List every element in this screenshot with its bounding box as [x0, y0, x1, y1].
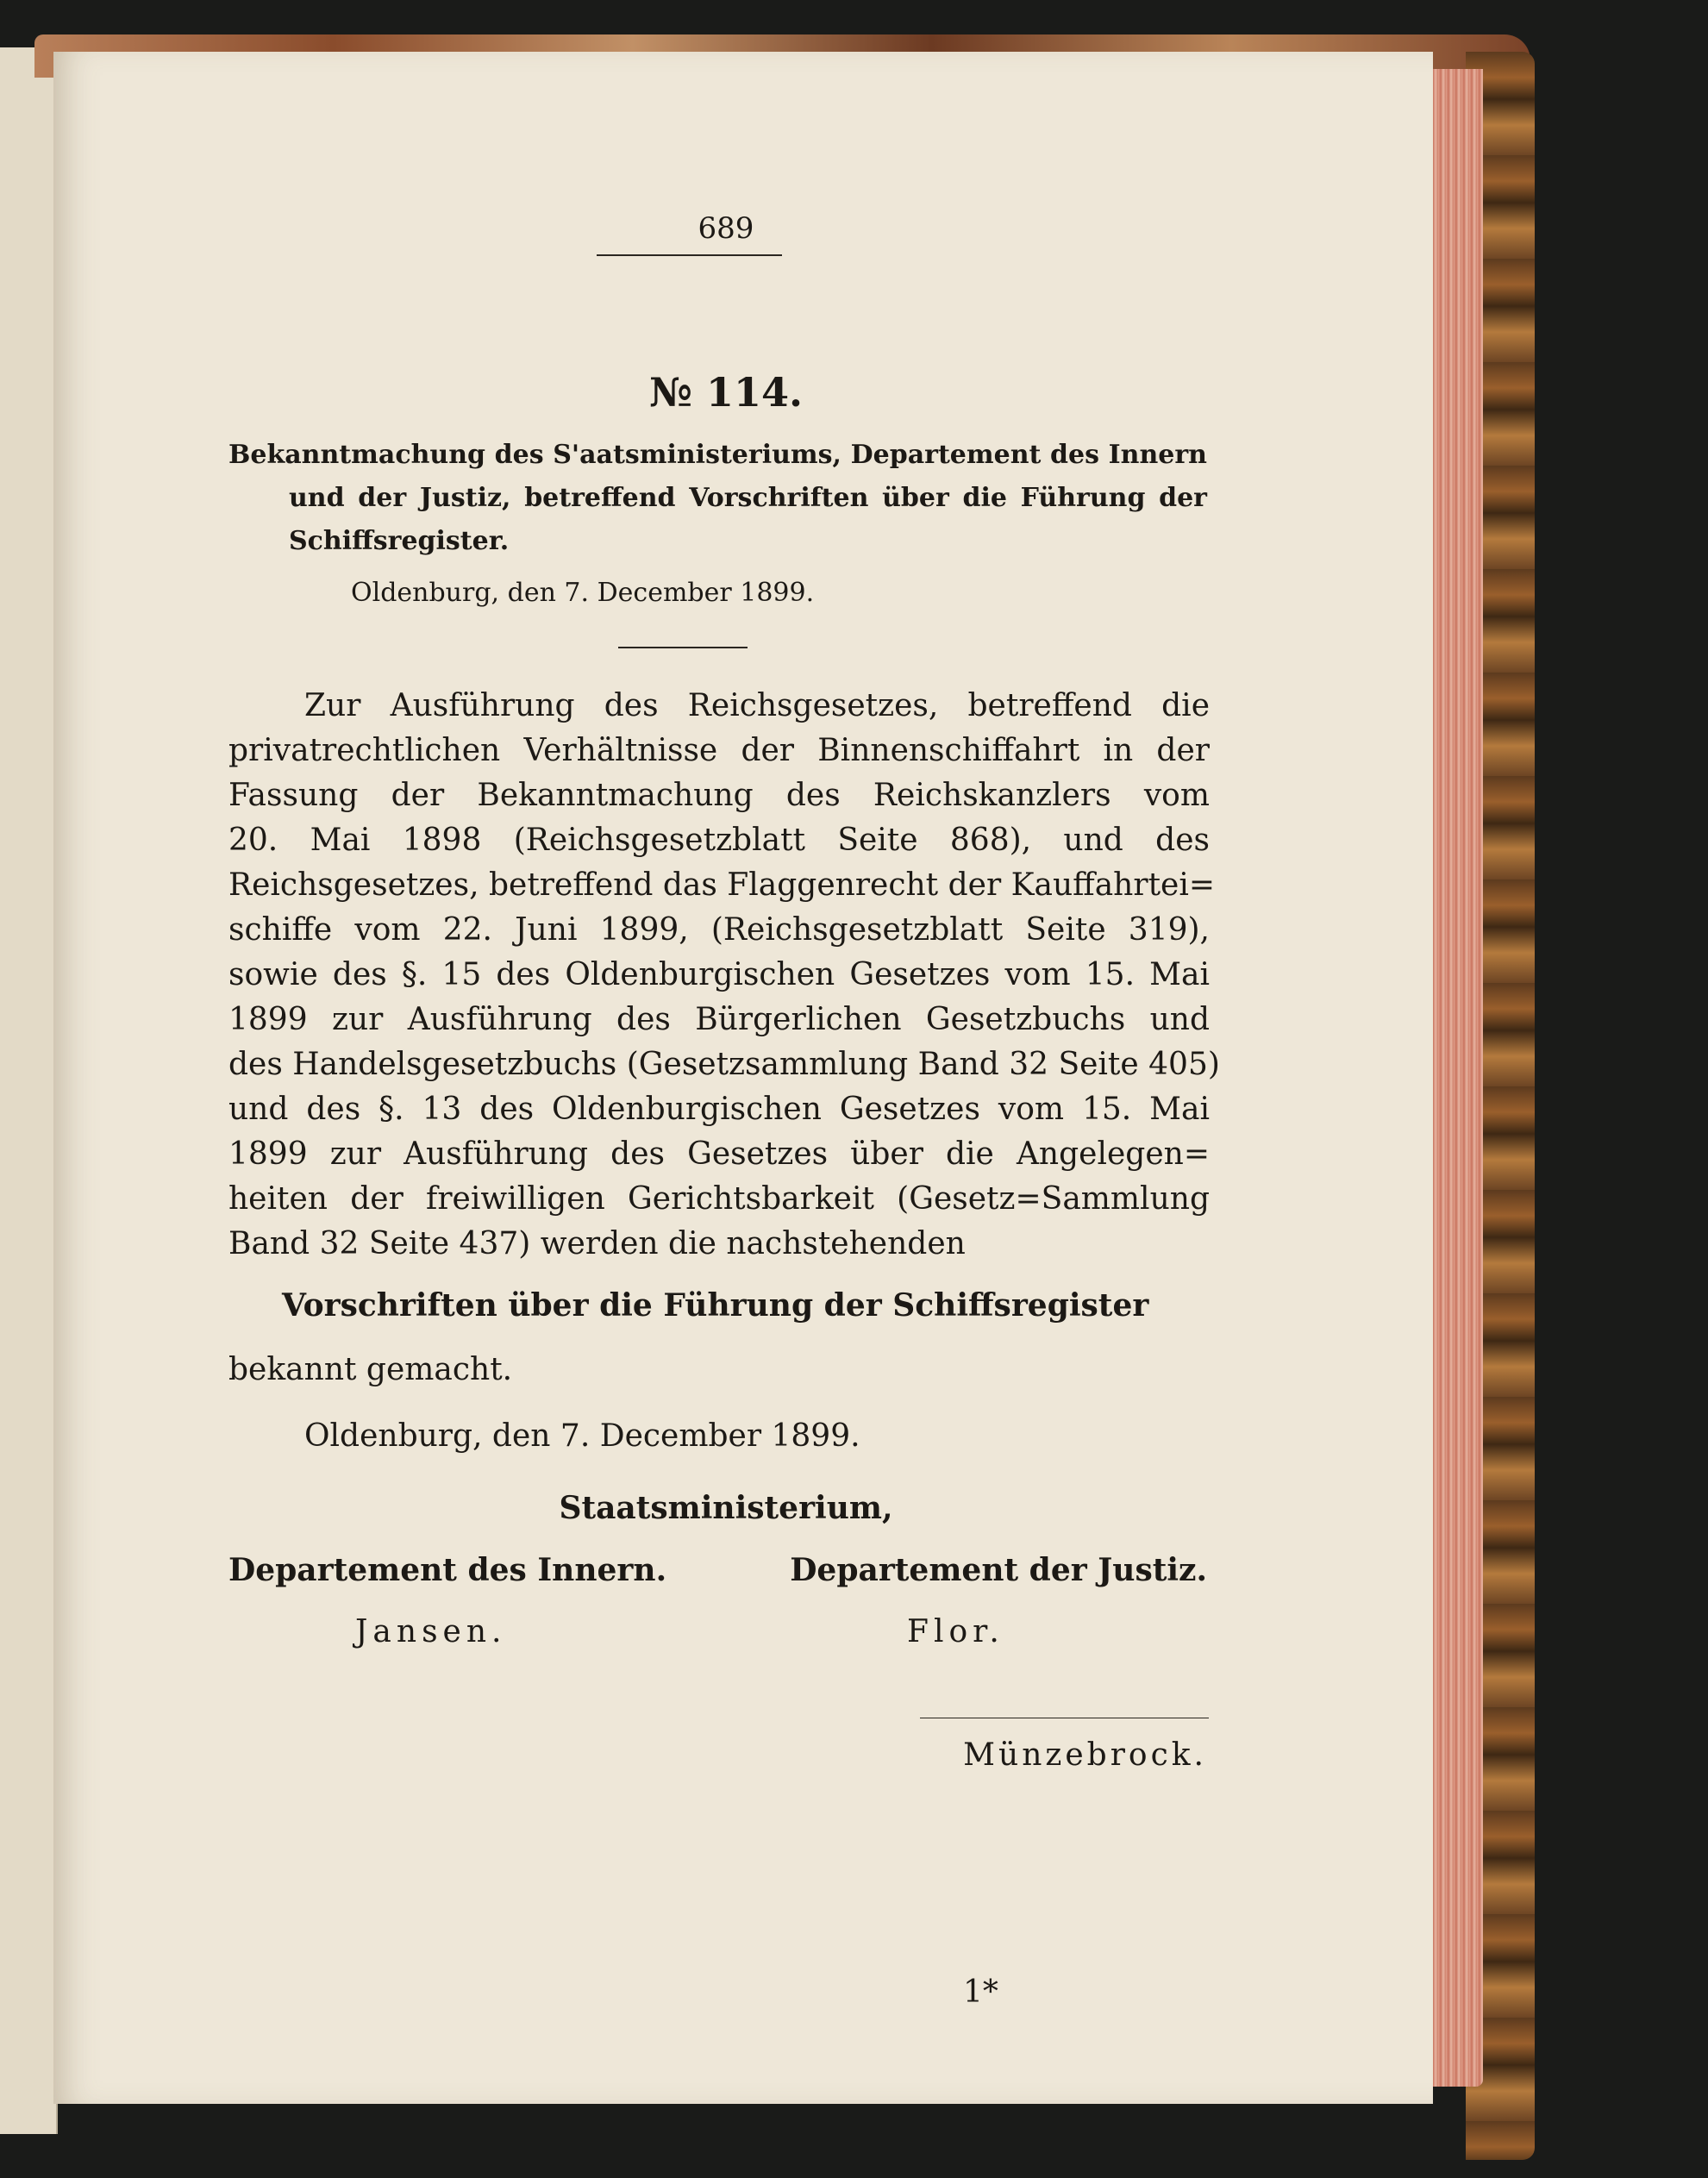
body-line-4: 20. Mai 1898 (Reichsgesetzblatt Seite 868), und des: [228, 823, 1210, 858]
body-line-6: schiffe vom 22. Juni 1899, (Reichsgesetzblatt Seite 319),: [228, 912, 1210, 948]
ministry-title: Staatsministerium,: [559, 1490, 893, 1526]
body-line-3: Fassung der Bekanntmachung des Reichskanzlers vom: [228, 778, 1210, 813]
act-number: № 114.: [648, 369, 804, 416]
body-line-13: Band 32 Seite 437) werden die nachstehenden: [228, 1226, 966, 1261]
signer-interior: Jansen.: [355, 1614, 507, 1649]
countersign: Münzebrock.: [963, 1737, 1207, 1773]
body-after: bekannt gemacht.: [228, 1352, 513, 1387]
regulations-title: Vorschriften über die Führung der Schiffsregister: [282, 1287, 1149, 1324]
body-line-12: heiten der freiwilligen Gerichtsbarkeit (Gesetz=Sammlung: [228, 1181, 1210, 1217]
heading-rule: [618, 647, 748, 648]
body-line-7: sowie des §. 15 des Oldenburgischen Gesetzes vom 15. Mai: [228, 957, 1210, 992]
signer-justice: Flor.: [907, 1614, 1004, 1649]
book-page: [53, 52, 1433, 2104]
body-line-1: Zur Ausführung des Reichsgesetzes, betreffend die: [304, 688, 1210, 723]
body-line-9: des Handelsgesetzbuchs (Gesetzsammlung Band 32 Seite 405): [228, 1047, 1220, 1082]
body-line-5: Reichsgesetzes, betreffend das Flaggenrecht der Kauffahrtei=: [228, 867, 1216, 903]
page-number-rule: [597, 254, 782, 256]
heading-date: Oldenburg, den 7. December 1899.: [351, 578, 815, 608]
body-line-10: und des §. 13 des Oldenburgischen Gesetzes vom 15. Mai: [228, 1092, 1210, 1127]
signature-mark: 1*: [963, 1975, 998, 2010]
body-line-2: privatrechtlichen Verhältnisse der Binnenschiffahrt in der: [228, 733, 1210, 768]
heading-line-2: und der Justiz, betreffend Vorschriften über die Führung der: [289, 483, 1207, 513]
heading-line-1: Bekanntmachung des S'aatsministeriums, Departement des Innern: [228, 440, 1207, 470]
body-date: Oldenburg, den 7. December 1899.: [304, 1418, 860, 1454]
department-justice: Departement der Justiz.: [790, 1552, 1207, 1588]
body-line-11: 1899 zur Ausführung des Gesetzes über die Angelegen=: [228, 1136, 1210, 1172]
department-interior: Departement des Innern.: [228, 1552, 667, 1588]
facing-page-edge: [0, 47, 58, 2134]
heading-line-3: Schiffsregister.: [289, 526, 510, 556]
body-line-8: 1899 zur Ausführung des Bürgerlichen Gesetzbuchs und: [228, 1002, 1210, 1037]
page-number: 689: [698, 211, 754, 246]
